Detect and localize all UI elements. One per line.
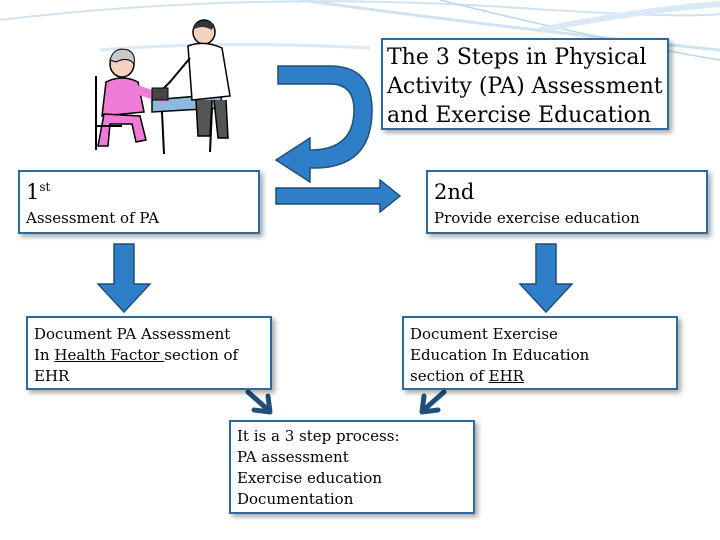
doc2-prefix: section of — [410, 367, 489, 385]
diagram-title — [387, 43, 663, 130]
process-line: It is a 3 step process: — [237, 427, 400, 445]
doc2-line: Document Exercise — [410, 325, 558, 343]
doc1-line: EHR — [34, 367, 70, 385]
down-arrow-icon — [520, 244, 572, 312]
doc1-line: Document PA Assessment — [34, 325, 231, 343]
doc1-suffix: section of — [164, 346, 239, 364]
woman-body — [102, 78, 144, 116]
process-line: PA assessment — [237, 448, 349, 466]
health-factor-link[interactable]: Health Factor — [54, 346, 165, 364]
title-box — [381, 38, 669, 130]
doc1-prefix: In — [34, 346, 55, 364]
step-1-number: 1 — [26, 180, 40, 204]
doctor-coat — [188, 43, 230, 100]
process-line: Exercise education — [237, 469, 382, 487]
step-1-suffix: st — [39, 180, 51, 194]
title-line: The 3 Steps in Physical — [387, 45, 647, 70]
down-arrow-icon — [98, 244, 150, 312]
step-1-box — [18, 170, 260, 234]
woman-legs — [98, 114, 146, 146]
document-pa-assessment-box — [26, 316, 272, 390]
curved-arrow-icon — [276, 66, 372, 182]
right-arrow-icon — [276, 180, 400, 212]
process-line: Documentation — [237, 490, 354, 508]
step-1-label — [26, 180, 252, 204]
ehr-link[interactable]: EHR — [488, 367, 524, 385]
title-line: Activity (PA) Assessment — [387, 74, 663, 99]
diagonal-arrow-icon — [422, 392, 444, 412]
step-2-label: 2nd — [434, 180, 475, 204]
doc2-line: Education In Education — [410, 346, 590, 364]
step-2-text: Provide exercise education — [434, 209, 640, 227]
step-1-text: Assessment of PA — [26, 209, 159, 227]
doctor-arm — [162, 58, 190, 90]
title-line: and Exercise Education — [387, 103, 652, 128]
step-2-box — [426, 170, 708, 234]
document-exercise-education-box — [402, 316, 678, 390]
diagonal-arrow-icon — [248, 392, 270, 412]
process-summary-box — [229, 420, 475, 514]
doc1-line — [34, 345, 264, 366]
doc2-line — [410, 366, 670, 387]
nurse-blood-pressure-illustration — [92, 16, 252, 156]
swoosh-decoration — [540, 4, 720, 30]
blood-pressure-cuff — [152, 88, 168, 100]
